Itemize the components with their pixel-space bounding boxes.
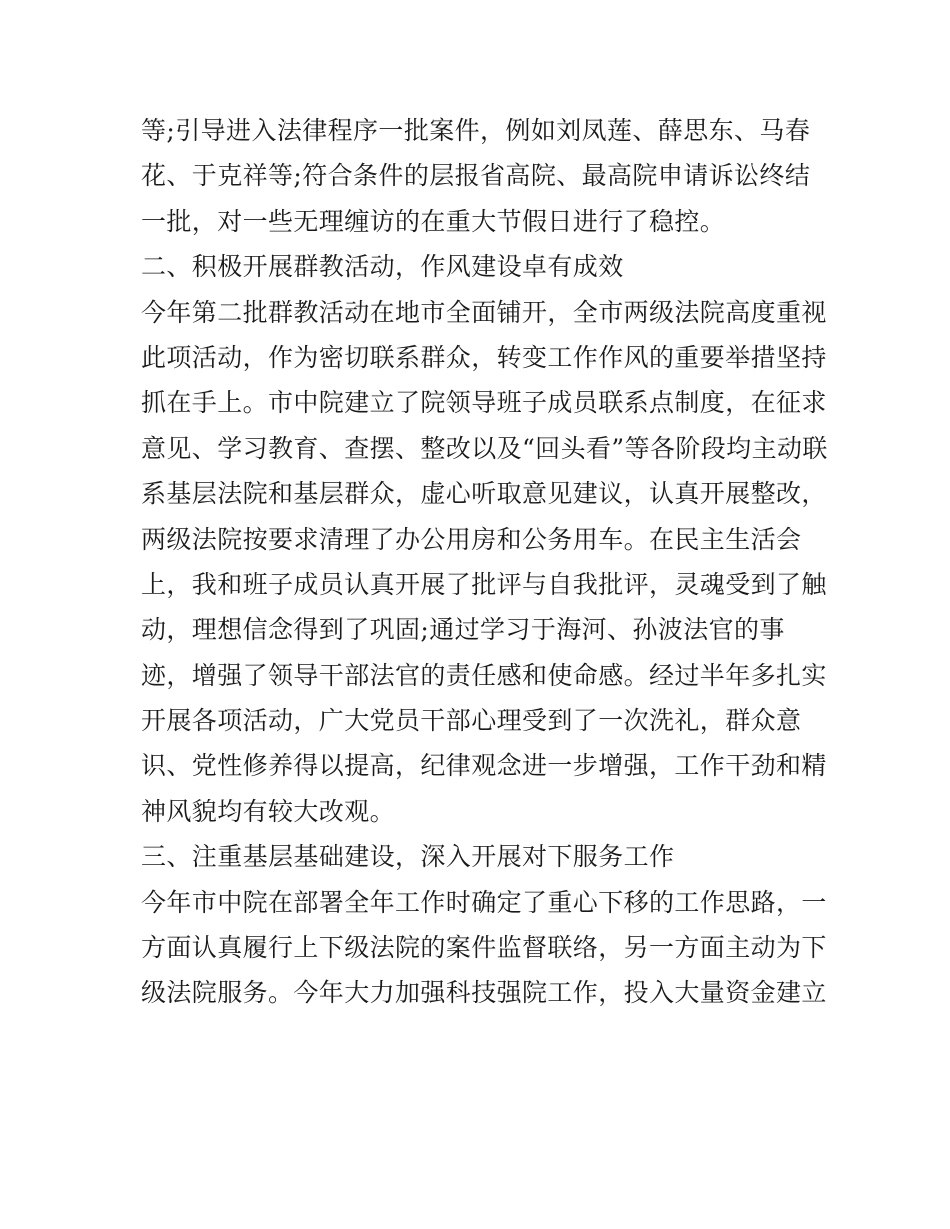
text-line: 上，我和班子成员认真开展了批评与自我批评，灵魂受到了触 [141, 569, 827, 599]
text-line: 花、于克祥等;符合条件的层报省高院、最高院申请诉讼终结 [141, 161, 811, 191]
text-line: 级法院服务。今年大力加强科技强院工作，投入大量资金建立 [141, 978, 827, 1008]
text-line: 此项活动，作为密切联系群众，转变工作作风的重要举措坚持 [141, 342, 827, 372]
text-line: 今年第二批群教活动在地市全面铺开，全市两级法院高度重视 [141, 297, 827, 327]
text-line: 神风貌均有较大改观。 [141, 796, 396, 826]
text-line: 抓在手上。市中院建立了院领导班子成员联系点制度，在征求 [141, 388, 827, 418]
text-line: 一批，对一些无理缠访的在重大节假日进行了稳控。 [141, 206, 726, 236]
text-line: 识、党性修养得以提高，纪律观念进一步增强，工作干劲和精 [141, 751, 827, 781]
document-body [141, 108, 828, 1016]
text-line: 系基层法院和基层群众，虚心听取意见建议，认真开展整改， [141, 479, 827, 509]
text-line: 两级法院按要求清理了办公用房和公务用车。在民主生活会 [141, 524, 802, 554]
text-line: 迹，增强了领导干部法官的责任感和使命感。经过半年多扎实 [141, 660, 827, 690]
section-heading: 二、积极开展群教活动，作风建设卓有成效 [141, 252, 624, 282]
text-line: 方面认真履行上下级法院的案件监督联络，另一方面主动为下 [141, 933, 827, 963]
text-line: 今年市中院在部署全年工作时确定了重心下移的工作思路，一 [141, 887, 827, 917]
text-line: 开展各项活动，广大党员干部心理受到了一次洗礼，群众意 [141, 706, 802, 736]
text-line: 意见、学习教育、查摆、整改以及“回头看”等各阶段均主动联 [141, 433, 828, 463]
text-line: 动，理想信念得到了巩固;通过学习于海河、孙波法官的事 [141, 615, 785, 645]
text-line: 等;引导进入法律程序一批案件，例如刘凤莲、薛思东、马春 [141, 116, 811, 145]
section-heading: 三、注重基层基础建设，深入开展对下服务工作 [141, 842, 675, 872]
